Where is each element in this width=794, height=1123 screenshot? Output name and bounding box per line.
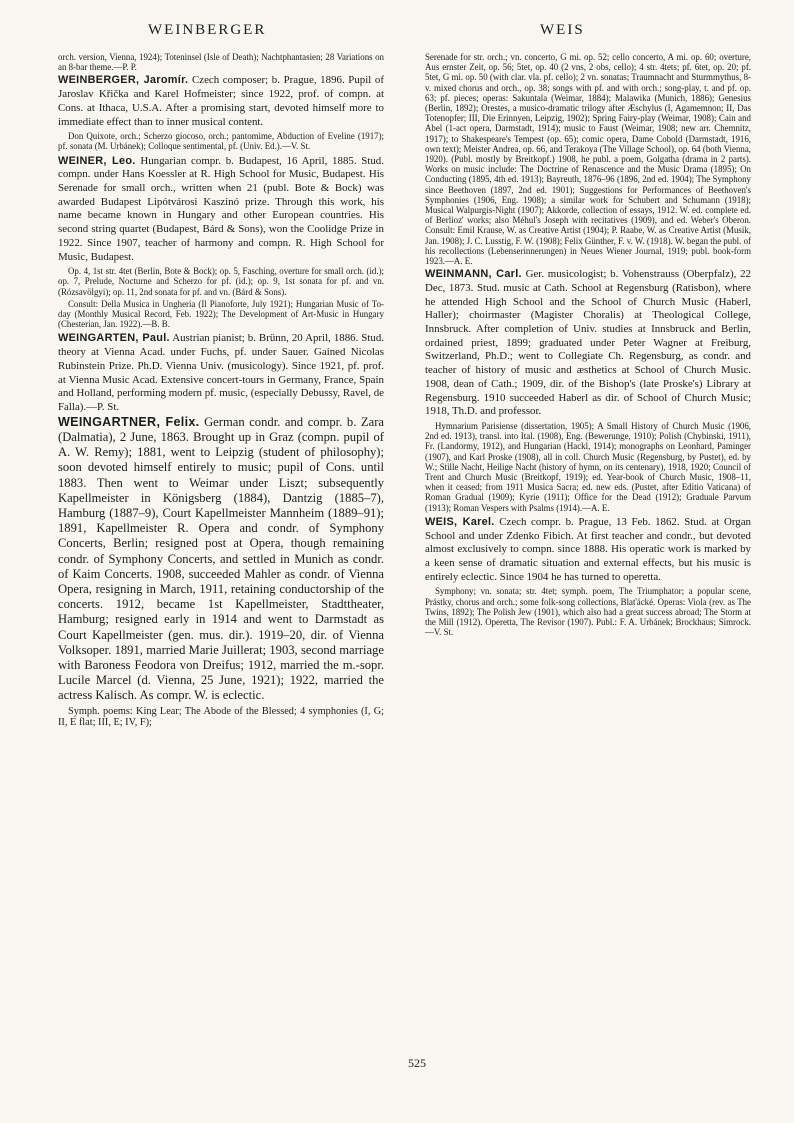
entry — [58, 415, 384, 704]
entry-headword: WEINBERGER, Jaromír. — [58, 74, 189, 87]
entry-headword: WEINMANN, Carl. — [425, 268, 522, 281]
entry-works-list — [425, 421, 751, 513]
entry — [425, 268, 751, 419]
entry-text: Czech compr. b. Prague, 13 Feb. 1862. Stud. at Organ School and under Zdenko Fibich. At first teacher and condr., but devoted almost exclusively to compn. since 1888. His operatic work is marked by a keen sense of dramatic situation and external effects, but his music is entirely eclectic. Since 1904 he has turned to operetta. — [425, 515, 751, 583]
page-number: 525 — [408, 1056, 426, 1070]
entry-continuation — [58, 52, 384, 72]
entry-works-list — [58, 706, 384, 729]
entry-text: Czech composer; b. Prague, 1896. Pupil of Jaroslav Křička and Karel Hofmeister; since 1922, prof. of compn. at Cons. at Ithaca, U.S.A. After a promising start, devoted himself more to immediate effect than to inner musical content. — [58, 74, 384, 128]
running-head-right: WEIS — [540, 22, 585, 38]
entry-headword: WEINER, Leo. — [58, 154, 136, 167]
entry-continuation — [425, 52, 751, 266]
left-column — [58, 52, 384, 731]
entry — [58, 74, 384, 129]
entry-text: Ger. musicologist; b. Vohenstrauss (Oberpfalz), 22 Dec, 1873. Stud. music at Cath. School at Regensburg (Ratisbon), where he attended High School and the School of Church Music (Haberl, Haller); choirmaster (Magister Choralis) at Theological College, Innsbruck. After completion of Univ. studies at Innsbruck and Berlin, ordained priest, 1899; graduated under Peter Wagner at Freiburg, Switzerland, Ph.D.; went to Collegiate Ch. Regensburg, as condr. and teacher of history of music and æsthetics at School of Church Music. 1908, dean of Cath.; 1909, dir. of the Bishop's (late Proske's) Library at Regensburg. 1910 succeeded Haberl as dir. of School of Church Music; 1918, Th.D. and professor. — [425, 268, 751, 418]
entry-text: Don Quixote, orch.; Scherzo giocoso, orch.; pantomime, Abduction of Eveline (1917); pf. sonata (M. Urbánek); Colloque sentimental, pf. (Univ. Ed.).—V. St. — [58, 131, 384, 152]
entry-text: German condr. and compr. b. Zara (Dalmatia), 2 June, 1863. Brought up in Graz (compn. pupil of A. W. Remy); 1881, went to Leipzig (student of philosophy); soon devoted himself entirely to music; pupil of Cons. until 1883. Then went to Weimar under Liszt; subsequently Kapellmeister in Königsberg (1884), Dantzig (1885–7), Hamburg (1887–9), Court Kapellmeister Mannheim (1889–91); 1891, Kapellmeister R. Opera and condr. of Symphony Concerts, Berlin; resigned post at Opera, though remaining condr. of Symphony Concerts, and settled in Munich as condr. of Kaim Concerts. 1908, succeeded Mahler as condr. of Vienna Opera, resigning in March, 1911, retaining conductorship of the concerts. 1912, became 1st Kapellmeister, Stadttheater, Hamburg; resigned early in 1914 and went to Darmstadt as Court Kapellmeister (gen. mus. dir.). 1919–20, dir. of Vienna Volksoper. 1891, married Marie Juillerat; 1903, second marriage with Baroness Feodora von Dreifus; 1912, married the m.-sopr. Lucile Marcel (d. Vienna, 25 June, 1921); 1922, married the actress Kalisch. As compr. W. is eclectic. — [58, 414, 384, 703]
entry-text: Hymnarium Parisiense (dissertation, 1905); A Small History of Church Music (1906, 2nd ed. 1913), transl. into Ital. (1908), Eng. (Bewerunge, 1910); Polish (Chybinski, 1911), Fr. (Landormy, 1912), and Hungarian (Hackl, 1914); monographs on Leonhard, Paminger (1907), and Karl Proske (1908), all in coll. Church Music (Regensburg, by Pustet), ed. by W.; Stille Nacht, Heilige Nacht (history of hymn, on its centenary), 1918, 1920; Council of Trent and Church Music (Breitkopf, 1919); ed. Year-book of Church Music, 1908–11, when it ceased; from 1911 Musica Sacra; ed. new eds. (Pustet, after Editio Vaticana) of Roman Gradual (1909); Kyrie (1911); Office for the Dead (1912); Graduale Parvum (1913); Roman Vespers with Psalms (1914).—A. E. — [425, 421, 751, 513]
right-column — [425, 52, 751, 639]
entry-text: Consult: Della Musica in Ungheria (Il Pianoforte, July 1921); Hungarian Music of To-day (Monthly Musical Record, Feb. 1922); The Development of Art-Music in Hungary (Chesterian, Jan. 1922).—B. B. — [58, 298, 384, 330]
entry-works-list — [58, 299, 384, 330]
entry-headword: WEINGARTEN, Paul. — [58, 332, 170, 345]
entry-text: orch. version, Vienna, 1924); Toteninsel (Isle of Death); Nachtphantasien; 28 Variations on an 8-bar theme.—P. P. — [58, 52, 384, 73]
entry-text: Austrian pianist; b. Brünn, 20 April, 1886. Stud. theory at Vienna Acad. under Fuchs, pf. under Sauer. Gained Nicolas Rubinstein Prize. Ph.D. Vienna Univ. (musicology). Since 1921, pf. prof. at Vienna Music Acad. Extensive concert-tours in Germany, France, Spain and Holland, performing modern pf. music, (especially Debussy, Ravel, de Falla).—P. St. — [58, 332, 384, 413]
entry-text: Symph. poems: King Lear; The Abode of the Blessed; 4 symphonies (I, G; II, E flat; III, E; IV, F); — [58, 705, 384, 729]
entry-text: Op. 4, 1st str. 4tet (Berlin, Bote & Bock); op. 5, Fasching, overture for small orch. (id.); op. 7, Prelude, Nocturne and Scherzo for pf. (id.); op. 9, 1st sonata for pf. and vn. (Rózsavölgyi); op. 11, 2nd sonata for pf. and vn. (Bárd & Sons). — [58, 266, 384, 297]
running-head-left: WEINBERGER — [148, 22, 267, 38]
entry — [58, 332, 384, 414]
entry — [425, 516, 751, 585]
entry-text: Serenade for str. orch.; vn. concerto, G mi. op. 52; cello concerto, A mi. op. 60; overture, Aus ernster Zeit, op. 56; 5tet, op. 40 (2 vns, 2 obs, cello); 4 str. 4tets; pf. 6tet, op. 20; pf. 5tet, G mi. op. 50 (with clar. vla. pf. cello); 2 vn. sonatas; Traumnacht and Sturmmythus, 8-v. mixed chorus and orch., op. 38; songs with pf. and with orch.; song-play, t. and pf. op. 63; pf. pieces; operas: Sakuntala (Weimar, 1884); Malawika (Munich, 1886); Genesius (Berlin, 1892); Orestes, a musico-dramatic trilogy after Æschylus (I, Agamemnon; II, Das Totenopfer; III, Die Erinnyen, Leipzig, 1902); Spring Fairy-play (Weimar, 1908); Cain and Abel (1-act opera, Darmstadt, 1914); music to Faust (Weimar, 1908; new arr. Chemnitz, 1917); to Shakespeare's Tempest (op. 65); comic opera, Dame Cobold (Darmstadt, 1916, own text); Meister Andrea, op. 66, and Terakoya (The Village School), op. 64 (both Vienna, 1920). (Publ. mostly by Breitkopf.) 1908, he publ. a poem, Golgatha (drama in 2 parts). Works on music include: The Doctrine of Renascence and the Music Drama (1895); On Conducting (1895, 4th ed. 1913); Bayreuth, 1876–96 (1896, 2nd ed. 1904); The Symphony since Beethoven (1897, 2nd ed. 1901); Suggestions for Performances of Beethoven's Symphonies (1906, Eng. 1908); a similar work for Schubert and Schumann (1918); Musical Walpurgis-Night (1907); Akkorde, collection of essays, 1912. W. ed. complete ed. of Berlioz' works; also Méhul's Joseph with recitatives (1909), and ed. Weber's Oberon. Consult: Emil Krause, W. as Creative Artist (1904); P. Raabe, W. as Creative Artist (Musik, Jan. 1908); J. C. Lusstig, F. W. (1908); Felix Günther, F. v. W. (1918). W. began the publ. of his recollections (Lebenserinnerungen) in Neues Wiener Journal, 1919; publ. book-form 1923.—A. E. — [425, 52, 751, 267]
entry-headword: WEINGARTNER, Felix. — [58, 414, 200, 429]
entry-text: Symphony; vn. sonata; str. 4tet; symph. poem, The Triumphator; a popular scene, Prástky, chorus and orch.; some folk-song collections, Blaťácké. Operas: Viola (rev. as The Twins, 1892); The Polish Jew (1901), which also had a great success abroad; The Storm at the Mill (1912). Operetta, The Revisor (1907). Publ.: F. A. Urbánek; Brockhaus; Simrock.—V. St. — [425, 586, 751, 638]
entry — [58, 155, 384, 265]
entry-headword: WEIS, Karel. — [425, 515, 495, 528]
entry-works-list — [425, 586, 751, 637]
entry-text: Hungarian compr. b. Budapest, 16 April, 1885. Stud. compn. under Hans Koessler at R. High School for Music, Budapest. His Serenade for small orch., written when 21 (publ. Bote & Bock) was awarded Budapest Lipótvárosi Kaszinó prize. Through this work, his name became known in Hungary and other European countries. His second string quartet (Budapest, Bárd & Sons), won the Coolidge Prize in 1922. Since 1907, teacher of harmony and compn. R. High School for Music, Budapest. — [58, 154, 384, 263]
entry-works-list — [58, 266, 384, 297]
entry-works-list — [58, 131, 384, 151]
